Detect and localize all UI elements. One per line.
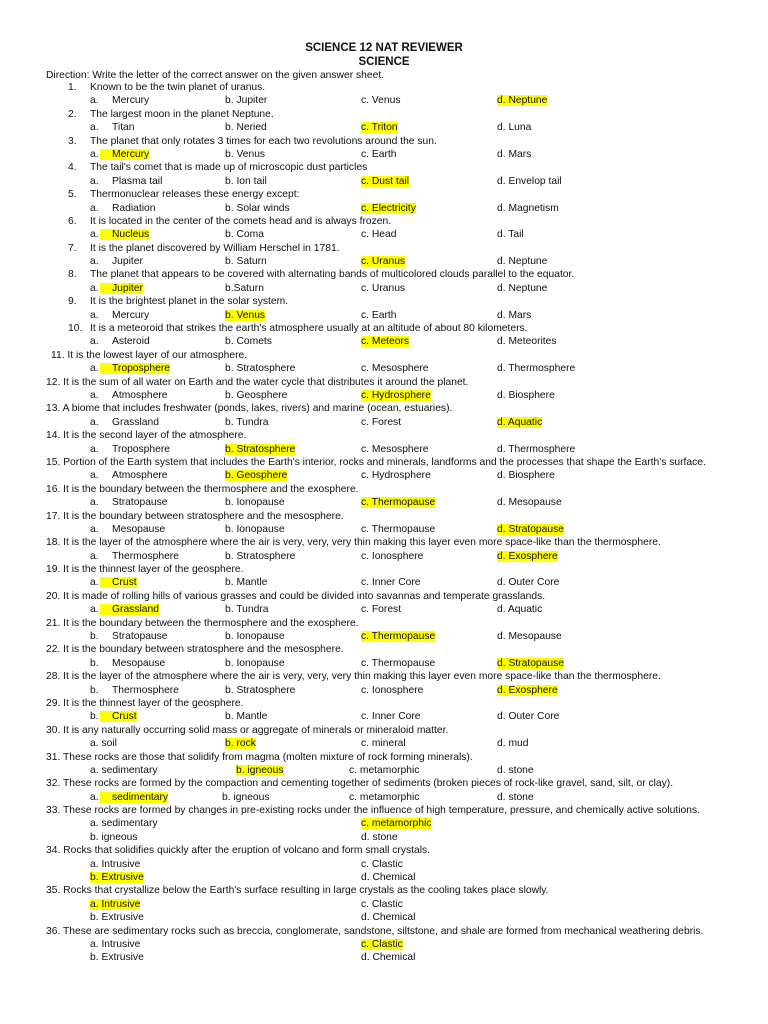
answer-choices <box>0 256 768 269</box>
answer-option: b. Extrusive <box>90 952 144 964</box>
answer-choices <box>0 122 768 135</box>
correct-answer: c. Thermopause <box>361 497 436 509</box>
correct-answer: Troposphere <box>100 363 170 374</box>
question-stem <box>0 698 768 711</box>
question-text: 34. Rocks that solidifies quickly after the eruption of volcano and form small crystals. <box>46 845 431 857</box>
answer-option: c. Uranus <box>361 282 406 294</box>
answer-option: b. Ionopause <box>225 631 285 643</box>
question-text: 19. It is the thinnest layer of the geosphere. <box>46 564 244 576</box>
answer-option: c. Clastic <box>361 858 403 870</box>
answer-option: d. Aquatic <box>497 604 543 616</box>
answer-choices <box>0 390 768 403</box>
question-text: 13. A biome that includes freshwater (ponds, lakes, rivers) and marine (ocean, estuaries). <box>46 403 453 415</box>
answer-choices <box>0 631 768 644</box>
question-stem <box>0 725 768 738</box>
answer-choices <box>0 658 768 671</box>
answer-option: d. Outer Core <box>497 577 560 589</box>
question-stem <box>0 216 768 229</box>
question-stem <box>0 511 768 524</box>
answer-choices <box>0 872 768 885</box>
correct-answer: d. Exosphere <box>497 684 558 696</box>
correct-answer: c. Clastic <box>361 939 403 950</box>
question-text: 12. It is the sum of all water on Earth and the water cycle that distributes it around the planet. <box>46 376 469 388</box>
question-number: 7. <box>68 242 77 254</box>
answer-option: c. Inner Core <box>361 577 421 589</box>
answer-option: b. Coma <box>225 229 264 241</box>
answer-option: a. sedimentary <box>90 764 158 776</box>
answer-choices <box>0 363 768 376</box>
answer-option: b. Stratosphere <box>225 684 296 696</box>
correct-answer: d. Stratopause <box>497 657 564 669</box>
answer-option: b.Saturn <box>225 282 264 294</box>
answer-option: b. Tundra <box>225 604 269 616</box>
choice-letter: a. <box>90 389 99 401</box>
answer-option: c. Forest <box>361 604 402 616</box>
direction-text: Direction: Write the letter of the correct answer on the given answer sheet. <box>46 70 385 81</box>
answer-option: c. Clastic <box>361 898 403 910</box>
answer-option: c. Earth <box>361 148 397 160</box>
answer-choices <box>0 832 768 845</box>
answer-choices <box>0 229 768 242</box>
question-text: 36. These are sedimentary rocks such as breccia, conglomerate, sandstone, siltstone, and shale are formed from mechanical weathering debris. <box>46 925 704 937</box>
answer-option: Radiation <box>112 202 156 214</box>
question-stem <box>0 243 768 256</box>
question-stem <box>0 269 768 282</box>
question-stem <box>0 885 768 898</box>
question-text: 31. These rocks are those that solidify from magma (molten mixture of rock forming minerals). <box>46 751 473 763</box>
question-stem <box>0 82 768 95</box>
choice-letter: a. <box>90 95 99 107</box>
correct-answer: c. Triton <box>361 122 398 134</box>
question-text: 32. These rocks are formed by the compaction and cementing together of sediments (broken pieces of rock-like gravel, sand, silt, or clay). <box>46 778 674 790</box>
choice-letter: a. <box>90 443 99 455</box>
question-stem <box>0 296 768 309</box>
answer-option: d. Luna <box>497 122 532 134</box>
answer-option: d. Mars <box>497 148 532 160</box>
answer-option: b. Ionopause <box>225 657 285 669</box>
question-text: The tail's comet that is made up of microscopic dust particles <box>90 162 368 174</box>
answer-option: b. Ionopause <box>225 497 285 509</box>
answer-option: d. Mesopause <box>497 631 562 643</box>
question-text: 16. It is the boundary between the thermosphere and the exosphere. <box>46 483 359 495</box>
answer-option: d. Outer Core <box>497 711 560 723</box>
answer-choices <box>0 95 768 108</box>
answer-choices <box>0 283 768 296</box>
answer-choices <box>0 417 768 430</box>
question-text: 22. It is the boundary between stratosphere and the mesosphere. <box>46 644 344 656</box>
correct-answer: b. Extrusive <box>90 872 144 884</box>
answer-option: c. metamorphic <box>349 791 420 803</box>
answer-option: Mesopause <box>112 657 166 669</box>
choice-letter: a. <box>90 363 99 375</box>
question-text: 28. It is the layer of the atmosphere where the air is very, very, very thin making this layer even more space-like than the thermosphere. <box>46 671 661 683</box>
answer-option: b. Solar winds <box>225 202 290 214</box>
answer-choices <box>0 336 768 349</box>
answer-choices <box>0 912 768 925</box>
answer-option: d. Envelop tail <box>497 175 562 187</box>
question-stem <box>0 537 768 550</box>
answer-choices <box>0 738 768 751</box>
question-number: 10. <box>68 323 83 335</box>
question-text: It is located in the center of the comets head and is always frozen. <box>90 215 392 227</box>
choice-letter: b. <box>90 657 99 669</box>
choice-letter: a. <box>90 202 99 214</box>
correct-answer: c. Hydrosphere <box>361 389 431 401</box>
question-text: 17. It is the boundary between stratosphere and the mesosphere. <box>46 510 344 522</box>
answer-option: c. Forest <box>361 416 402 428</box>
answer-choices <box>0 859 768 872</box>
question-text: 30. It is any naturally occurring solid mass or aggregate of minerals or mineraloid matter. <box>46 724 449 736</box>
question-text: 11. It is the lowest layer of our atmosphere. <box>51 349 248 361</box>
question-number: 1. <box>68 82 77 93</box>
correct-answer: d. Stratopause <box>497 523 564 535</box>
answer-option: d. Chemical <box>361 952 416 964</box>
answer-option: Mercury <box>112 95 150 107</box>
correct-answer: c. metamorphic <box>361 818 432 830</box>
correct-answer: d. Neptune <box>497 95 548 107</box>
answer-option: Asteroid <box>112 336 150 348</box>
question-stem <box>0 644 768 657</box>
answer-option: b. Geosphere <box>225 389 288 401</box>
question-text: 33. These rocks are formed by changes in pre-existing rocks under the influence of high temperature, pressure, and chemically active solutions. <box>46 805 701 817</box>
correct-answer: b. igneous <box>236 764 284 776</box>
answer-choices <box>0 792 768 805</box>
correct-answer: c. Dust tail <box>361 175 410 187</box>
choice-letter: a. <box>90 309 99 321</box>
answer-option: d. Biosphere <box>497 389 555 401</box>
answer-option: a. soil <box>90 738 117 750</box>
answer-option: b. Stratosphere <box>225 363 296 375</box>
answer-option: Stratopause <box>112 631 168 643</box>
question-text: 35. Rocks that crystallize below the Earth's surface resulting in large crystals as the cooling takes place slowly. <box>46 885 549 897</box>
choice-letter: a. <box>90 550 99 562</box>
correct-answer: Jupiter <box>100 283 143 294</box>
answer-choices <box>0 470 768 483</box>
answer-option: c. Ionosphere <box>361 550 424 562</box>
answer-option: Grassland <box>112 416 159 428</box>
question-number: 6. <box>68 215 77 227</box>
correct-answer: Grassland <box>100 604 159 615</box>
answer-choices <box>0 818 768 831</box>
question-stem <box>0 350 768 363</box>
document-subtitle: SCIENCE <box>358 56 410 68</box>
answer-option: d. Chemical <box>361 912 416 924</box>
answer-choices <box>0 524 768 537</box>
answer-option: c. Hydrosphere <box>361 470 431 482</box>
question-stem <box>0 109 768 122</box>
correct-answer: c. Uranus <box>361 256 406 268</box>
question-text: 14. It is the second layer of the atmosphere. <box>46 430 247 442</box>
answer-option: d. Neptune <box>497 282 548 294</box>
choice-letter: a. <box>90 148 99 160</box>
question-text: Known to be the twin planet of uranus. <box>90 82 266 93</box>
question-stem <box>0 926 768 939</box>
choice-letter: b. <box>90 631 99 643</box>
correct-answer: Crust <box>100 711 137 722</box>
answer-option: b. Jupiter <box>225 95 268 107</box>
choice-letter: a. <box>90 416 99 428</box>
answer-option: d. Thermosphere <box>497 363 576 375</box>
question-stem <box>0 671 768 684</box>
answer-option: b. Ionopause <box>225 523 285 535</box>
choice-letter: a. <box>90 282 99 294</box>
answer-option: d. stone <box>361 831 398 843</box>
choice-letter: a. <box>90 175 99 187</box>
answer-option: d. Meteorites <box>497 336 557 348</box>
question-text: The planet that only rotates 3 times for each two revolutions around the sun. <box>90 135 437 147</box>
answer-choices <box>0 203 768 216</box>
question-text: Thermonuclear releases these energy except: <box>90 189 300 201</box>
question-stem <box>0 457 768 470</box>
question-stem <box>0 430 768 443</box>
choice-letter: a. <box>90 577 99 589</box>
question-stem <box>0 845 768 858</box>
answer-option: Atmosphere <box>112 470 168 482</box>
question-stem <box>0 162 768 175</box>
answer-option: c. Inner Core <box>361 711 421 723</box>
question-text: 21. It is the boundary between the thermosphere and the exosphere. <box>46 617 359 629</box>
answer-option: a. sedimentary <box>90 818 158 830</box>
answer-option: d. Magnetism <box>497 202 559 214</box>
answer-option: b. Stratosphere <box>225 550 296 562</box>
answer-choices <box>0 551 768 564</box>
answer-choices <box>0 444 768 457</box>
answer-option: c. Head <box>361 229 397 241</box>
question-stem <box>0 564 768 577</box>
question-text: 20. It is made of rolling hills of various grasses and could be divided into savannas and temperate grasslands. <box>46 590 546 602</box>
answer-option: d. stone <box>497 791 534 803</box>
answer-option: Jupiter <box>112 256 143 268</box>
answer-option: d. Tail <box>497 229 524 241</box>
question-text: 18. It is the layer of the atmosphere where the air is very, very, very thin making this layer even more space-like than the thermosphere. <box>46 537 661 549</box>
document-title: SCIENCE 12 NAT REVIEWER <box>305 42 463 54</box>
question-number: 8. <box>68 269 77 281</box>
question-text: The largest moon in the planet Neptune. <box>90 108 274 120</box>
choice-letter: a. <box>90 336 99 348</box>
answer-option: c. Ionosphere <box>361 684 424 696</box>
answer-option: Mercury <box>112 309 150 321</box>
answer-choices <box>0 899 768 912</box>
question-stem <box>0 403 768 416</box>
correct-answer: Crust <box>100 577 137 588</box>
answer-option: b. Mantle <box>225 711 268 723</box>
answer-option: b. Venus <box>225 148 266 160</box>
answer-option: c. Mesosphere <box>361 363 429 375</box>
answer-choices <box>0 149 768 162</box>
correct-answer: Nucleus <box>100 229 149 240</box>
answer-option: Titan <box>112 122 135 134</box>
choice-letter: a. <box>90 122 99 134</box>
answer-choices <box>0 604 768 617</box>
correct-answer: b. Geosphere <box>225 470 288 482</box>
correct-answer: d. Aquatic <box>497 416 543 428</box>
question-number: 3. <box>68 135 77 147</box>
question-stem <box>0 805 768 818</box>
question-number: 4. <box>68 162 77 174</box>
correct-answer: c. Electricity <box>361 202 416 214</box>
answer-option: Thermosphere <box>112 550 179 562</box>
choice-letter: a. <box>90 604 99 616</box>
answer-option: b. Mantle <box>225 577 268 589</box>
answer-option: b. Comets <box>225 336 272 348</box>
answer-choices <box>0 685 768 698</box>
question-stem <box>0 778 768 791</box>
answer-option: d. mud <box>497 738 529 750</box>
question-list <box>0 82 768 966</box>
answer-option: c. mineral <box>361 738 406 750</box>
answer-choices <box>0 577 768 590</box>
answer-option: b. Ion tail <box>225 175 267 187</box>
question-text: It is the planet discovered by William Herschel in 1781. <box>90 242 340 254</box>
answer-option: b. Extrusive <box>90 912 144 924</box>
correct-answer: Mercury <box>100 149 149 160</box>
correct-answer: sedimentary <box>100 792 168 803</box>
correct-answer: b. Stratosphere <box>225 443 296 455</box>
question-text: 15. Portion of the Earth system that includes the Earth's interior, rocks and minerals, landforms and the processes that shape the Earth's surface. <box>46 456 706 468</box>
answer-choices <box>0 711 768 724</box>
choice-letter: b. <box>90 684 99 696</box>
answer-option: b. igneous <box>222 791 270 803</box>
question-text: The planet that appears to be covered with alternating bands of multicolored clouds parallel to the equator. <box>90 269 575 281</box>
answer-option: a. Intrusive <box>90 939 141 950</box>
answer-option: c. Mesosphere <box>361 443 429 455</box>
choice-letter: a. <box>90 256 99 268</box>
answer-option: Plasma tail <box>112 175 163 187</box>
question-stem <box>0 618 768 631</box>
choice-letter: a. <box>90 497 99 509</box>
correct-answer: b. rock <box>225 738 256 750</box>
answer-option: Stratopause <box>112 497 168 509</box>
answer-option: d. Chemical <box>361 872 416 884</box>
question-stem <box>0 136 768 149</box>
answer-option: d. Mars <box>497 309 532 321</box>
answer-option: Troposphere <box>112 443 171 455</box>
answer-option: Mesopause <box>112 523 166 535</box>
choice-letter: a. <box>90 523 99 535</box>
question-text: It is the brightest planet in the solar system. <box>90 296 289 308</box>
question-stem <box>0 189 768 202</box>
answer-choices <box>0 310 768 323</box>
answer-option: a. Intrusive <box>90 858 141 870</box>
answer-choices <box>0 176 768 189</box>
answer-option: c. Thermopause <box>361 523 436 535</box>
answer-option: c. metamorphic <box>349 764 420 776</box>
answer-choices <box>0 497 768 510</box>
answer-option: d. Mesopause <box>497 497 562 509</box>
question-stem <box>0 377 768 390</box>
choice-letter: a. <box>90 470 99 482</box>
correct-answer: c. Thermopause <box>361 631 436 643</box>
answer-option: d. Neptune <box>497 256 548 268</box>
question-stem <box>0 484 768 497</box>
answer-option: c. Earth <box>361 309 397 321</box>
answer-option: b. igneous <box>90 831 138 843</box>
answer-choices <box>0 765 768 778</box>
question-number: 2. <box>68 108 77 120</box>
question-stem <box>0 591 768 604</box>
question-text: 29. It is the thinnest layer of the geosphere. <box>46 697 244 709</box>
correct-answer: d. Exosphere <box>497 550 558 562</box>
answer-option: Thermosphere <box>112 684 179 696</box>
question-text: It is a meteoroid that strikes the earth's atmosphere usually at an altitude of about 80 kilometers. <box>90 323 528 335</box>
answer-option: Atmosphere <box>112 389 168 401</box>
answer-option: b. Tundra <box>225 416 269 428</box>
correct-answer: b. Venus <box>225 309 266 321</box>
answer-option: d. Biosphere <box>497 470 555 482</box>
question-number: 5. <box>68 189 77 201</box>
correct-answer: a. Intrusive <box>90 898 141 910</box>
answer-option: c. Venus <box>361 95 401 107</box>
question-stem <box>0 323 768 336</box>
question-stem <box>0 752 768 765</box>
choice-letter: a. <box>90 791 99 803</box>
answer-option: c. Thermopause <box>361 657 436 669</box>
answer-option: d. Thermosphere <box>497 443 576 455</box>
answer-option: b. Saturn <box>225 256 267 268</box>
choice-letter: a. <box>90 229 99 241</box>
answer-option: d. stone <box>497 764 534 776</box>
answer-option: b. Neried <box>225 122 267 134</box>
question-number: 9. <box>68 296 77 308</box>
choice-letter: b. <box>90 711 99 723</box>
answer-choices <box>0 952 768 965</box>
correct-answer: c. Meteors <box>361 336 410 348</box>
answer-choices <box>0 939 768 952</box>
